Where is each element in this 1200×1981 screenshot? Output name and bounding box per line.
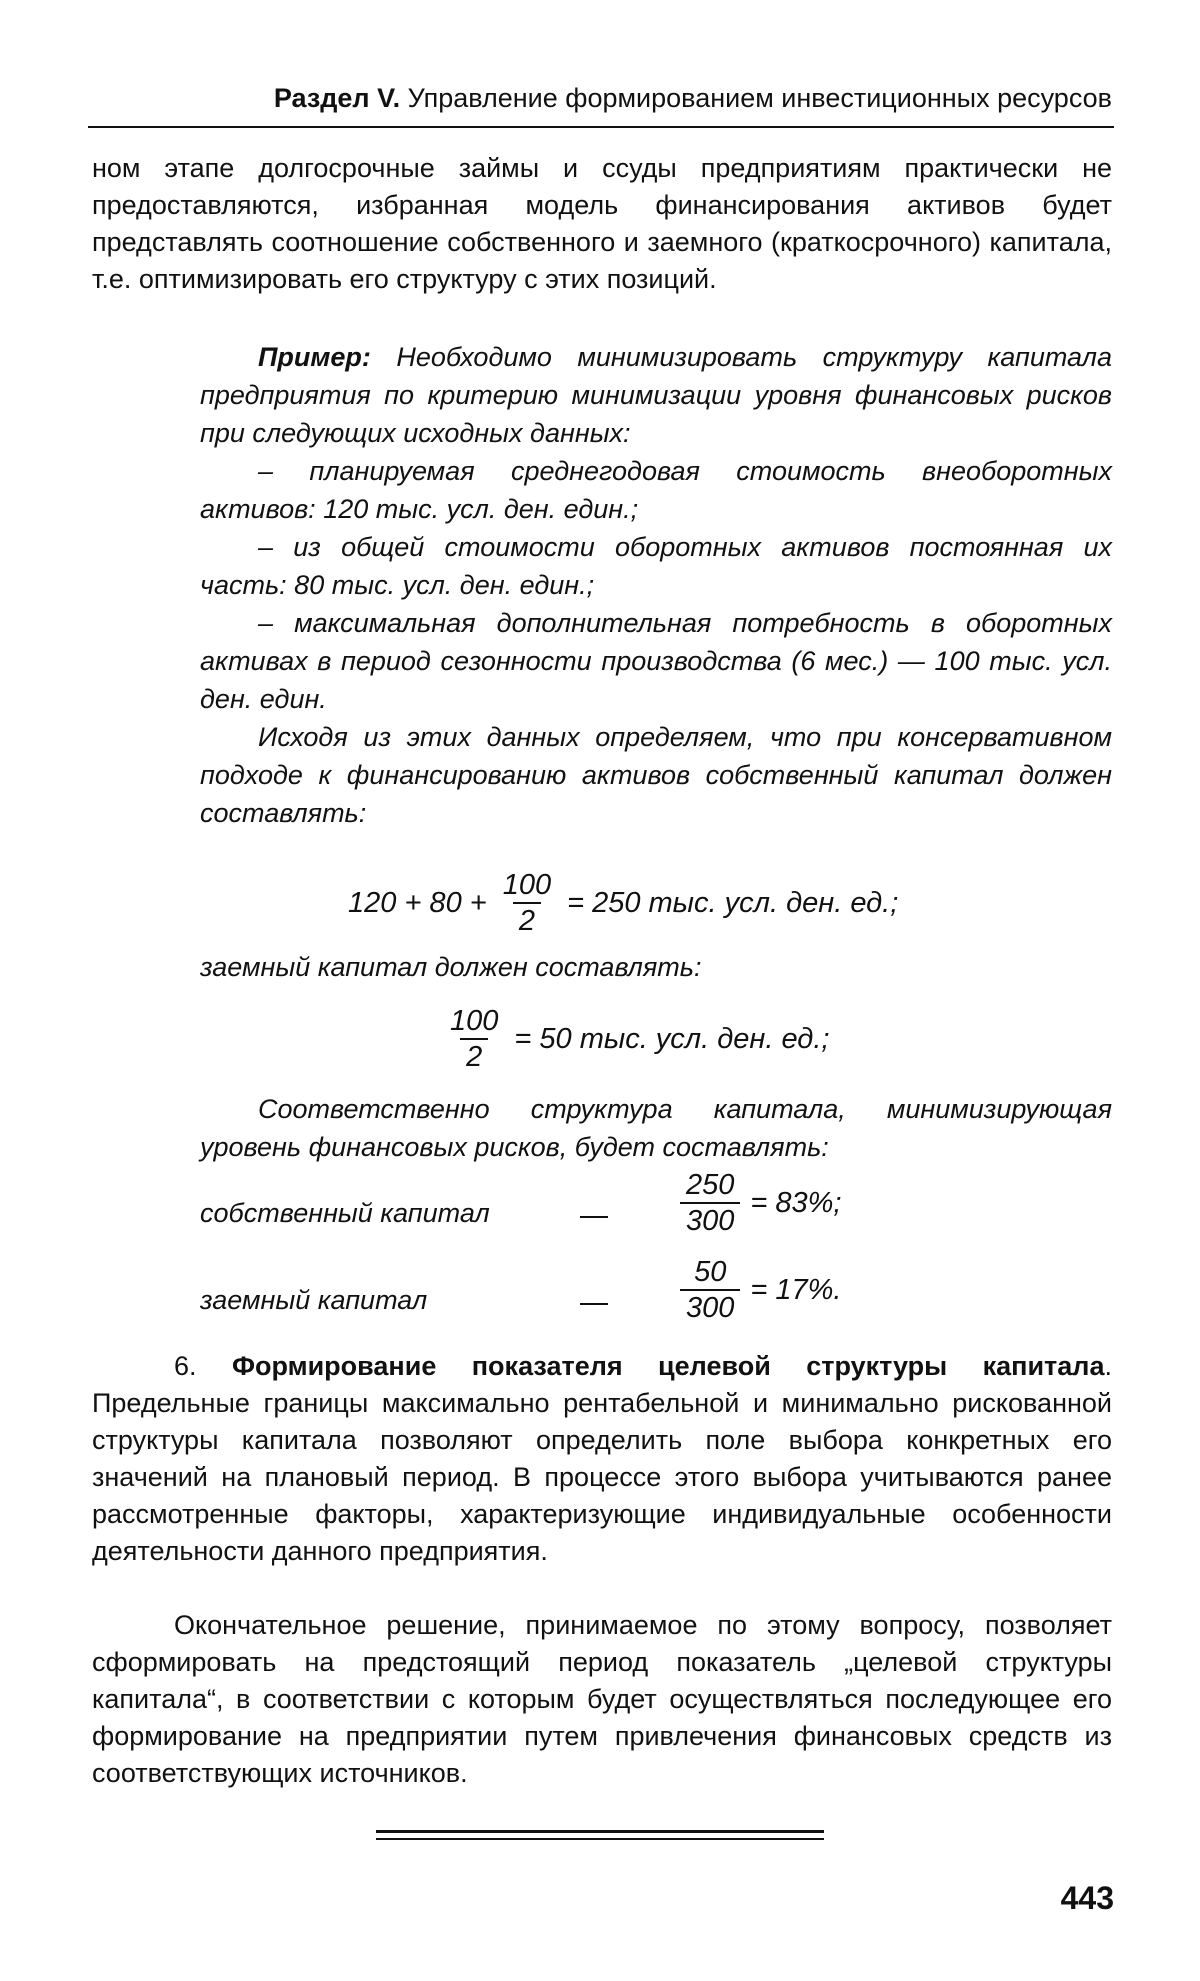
row-own-fraction — [680, 1168, 740, 1238]
row-borrowed-capital-label: заемный капитал — [200, 1285, 428, 1315]
section-6-number: 6. — [174, 1351, 197, 1381]
footer-rule-bottom — [376, 1838, 824, 1840]
example-block — [200, 338, 1112, 832]
row-borrowed-numerator: 50 — [694, 1256, 727, 1288]
formula2-numerator: 100 — [450, 1005, 499, 1037]
row-own-capital-label: собственный капитал — [200, 1198, 490, 1228]
example-item-3: – максимальная дополнительная потребность в оборотных активах в период сезонности производства (6 мес.) — 100 тыс. усл. ден. един. — [200, 608, 1112, 714]
formula1-prefix: 120 + 80 + — [348, 886, 487, 919]
section-6-title: Формирование показателя целевой структуры капитала — [231, 1351, 1105, 1381]
example-item-1: – планируемая среднегодовая стоимость внеоборотных активов: 120 тыс. усл. ден. един.; — [200, 456, 1112, 524]
example-conclusion: Исходя из этих данных определяем, что при консервативном подходе к финансированию активов собственный капитал должен составлять: — [200, 722, 1112, 828]
intro-paragraph: ном этапе долгосрочные займы и ссуды предприятиям практически не предоставляются, избранная модель финансирования активов будет представлять соотношение собственного и заемного (краткосрочного) капитала, т.е. оптимизировать его структуру с этих позиций. — [92, 153, 1112, 294]
formula1-fraction — [497, 868, 557, 938]
row-borrowed-fraction — [680, 1255, 740, 1325]
structure-text-block — [200, 1090, 1112, 1166]
example-intro-text: Необходимо минимизировать структуру капитала предприятия по критерию минимизации уровня финансовых рисков при следующих исходных данных: — [200, 342, 1112, 448]
section-6-block — [92, 1348, 1112, 1570]
section-6-paragraph — [92, 1348, 1112, 1570]
formula2-denominator: 2 — [460, 1038, 488, 1074]
formula2-fraction — [444, 1004, 504, 1074]
final-block — [92, 1607, 1112, 1792]
header-section-label: Раздел V. — [273, 83, 401, 113]
row-borrowed-result: = 17%. — [750, 1273, 842, 1306]
formula1-suffix: = 250 тыс. усл. ден. ед.; — [567, 886, 899, 919]
row-borrowed-capital-formula — [670, 1255, 841, 1325]
row-own-capital-dash — [580, 1216, 608, 1218]
structure-text: Соответственно структура капитала, минимизирующая уровень финансовых рисков, будет составлять: — [200, 1094, 1112, 1162]
formula2-suffix: = 50 тыс. усл. ден. ед.; — [514, 1022, 830, 1055]
formula1-denominator: 2 — [513, 902, 541, 938]
final-paragraph: Окончательное решение, принимаемое по этому вопросу, позволяет сформировать на предстоящий период показатель „целевой структуры капитала“, в соответствии с которым будет осуществляться последующее его формирование на предприятии путем привлечения финансовых средств из соответствующих источников. — [92, 1610, 1112, 1788]
formula1-numerator: 100 — [502, 869, 552, 901]
row-own-numerator: 250 — [686, 1169, 735, 1201]
row-own-result: = 83%; — [750, 1186, 842, 1219]
example-intro — [200, 338, 1112, 452]
header-title: Управление формированием инвестиционных ресурсов — [407, 83, 1112, 113]
borrowed-capital-text: заемный капитал должен составлять: — [200, 952, 702, 982]
header-rule — [88, 126, 1114, 128]
row-borrowed-denominator: 300 — [680, 1289, 740, 1325]
page-number: 443 — [1060, 1880, 1114, 1916]
intro-block — [92, 150, 1112, 298]
example-label: Пример: — [258, 342, 371, 372]
row-borrowed-capital-dash — [580, 1303, 608, 1305]
formula-borrowed-capital — [434, 1004, 829, 1074]
example-item-2: – из общей стоимости оборотных активов постоянная их часть: 80 тыс. усл. ден. един.; — [200, 532, 1112, 600]
formula-own-capital — [348, 868, 898, 938]
running-header — [246, 80, 1112, 116]
footer-rule-top — [376, 1830, 824, 1833]
row-own-capital-formula — [670, 1168, 841, 1238]
row-own-denominator: 300 — [680, 1202, 740, 1238]
section-6-body: . Предельные границы максимально рентабельной и минимально рискованной структуры капитала позволяют определить поле выбора конкретных его значений на плановый период. В процессе этого выбора учитываются ранее рассмотренные факторы, характеризующие индивидуальные особенности деятельности данного предприятия. — [92, 1351, 1112, 1566]
